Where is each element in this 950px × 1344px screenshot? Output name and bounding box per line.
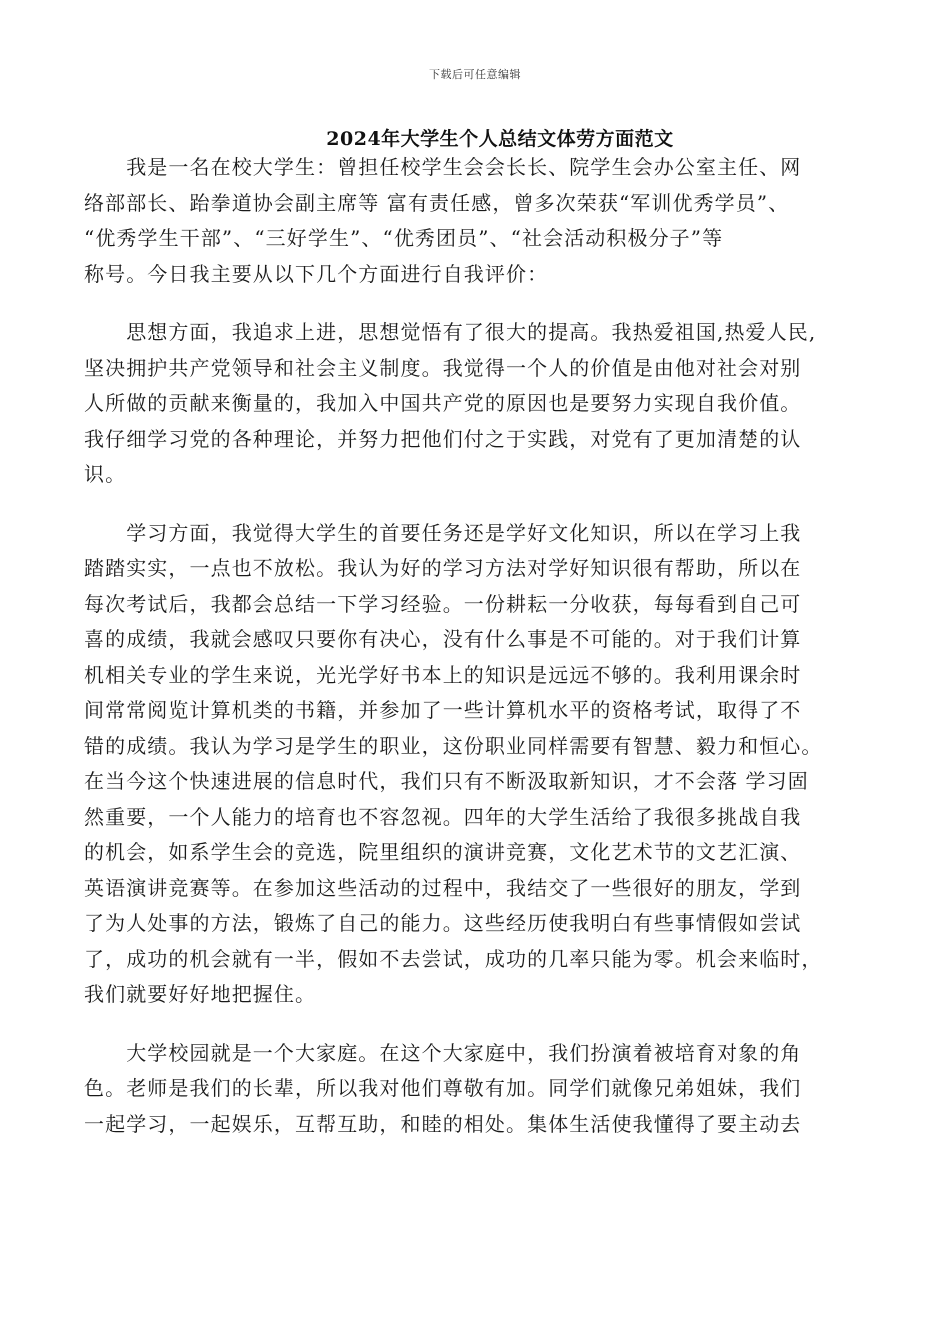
paragraph-line: 一起学习，一起娱乐，互帮互助，和睦的相处。集体生活使我懂得了要主动去: [84, 1111, 802, 1136]
paragraph-line: 人所做的贡献来衡量的，我加入中国共产党的原因也是要努力实现自我价值。: [84, 391, 802, 415]
body-paragraph: [84, 315, 874, 493]
paragraph-line: 大学校园就是一个大家庭。在这个大家庭中，我们扮演着被培育对象的角: [84, 1040, 802, 1065]
paragraph-line: 了为人处事的方法，锻炼了自己的能力。这些经历使我明白有些事情假如尝试: [84, 911, 802, 935]
paragraph-line: 学习方面，我觉得大学生的首要任务还是学好文化知识，所以在学习上我: [84, 520, 802, 545]
paragraph-line: 坚决拥护共产党领导和社会主义制度。我觉得一个人的价值是由他对社会对别: [84, 355, 802, 380]
paragraph-line: 识。: [84, 462, 127, 486]
body-paragraph: [84, 150, 874, 292]
paragraph-line: 每次考试后，我都会总结一下学习经验。一份耕耘一分收获，每每看到自己可: [84, 591, 802, 616]
paragraph-line: 称号。今日我主要从以下几个方面进行自我评价：: [84, 261, 549, 286]
paragraph-line: 英语演讲竞赛等。在参加这些活动的过程中，我结交了一些很好的朋友，学到: [84, 875, 802, 900]
paragraph-line: 间常常阅览计算机类的书籍，并参加了一些计算机水平的资格考试，取得了不: [84, 698, 802, 722]
body-paragraph: [84, 1036, 874, 1143]
paragraph-line: 我们就要好好地把握住。: [84, 982, 317, 1006]
document-body: [84, 150, 874, 1165]
paragraph-line: 我是一名在校大学生：曾担任校学生会会长长、院学生会办公室主任、网: [84, 155, 802, 179]
paragraph-line: 然重要，一个人能力的培育也不容忽视。四年的大学生活给了我很多挑战自我: [84, 804, 802, 829]
paragraph-line: 的机会，如系学生会的竞选，院里组织的演讲竞赛，文化艺术节的文艺汇演、: [84, 840, 802, 864]
header-note: 下载后可任意编辑: [429, 68, 521, 81]
paragraph-line: 在当今这个快速进展的信息时代，我们只有不断汲取新知识，才不会落 学习固: [84, 769, 809, 793]
paragraph-line: 喜的成绩，我就会感叹只要你有决心，没有什么事是不可能的。对于我们计算: [84, 627, 802, 651]
paragraph-line: 机相关专业的学生来说，光光学好书本上的知识是远远不够的。我利用课余时: [84, 662, 802, 687]
body-paragraph: [84, 516, 874, 1013]
paragraph-line: 色。老师是我们的长辈，所以我对他们尊敬有加。同学们就像兄弟姐妹，我们: [84, 1076, 802, 1100]
paragraph-line: “优秀学生干部”、“三好学生”、“优秀团员”、“社会活动积极分子”等: [84, 226, 724, 250]
paragraph-line: 踏踏实实，一点也不放松。我认为好的学习方法对学好知识很有帮助，所以在: [84, 556, 802, 580]
paragraph-line: 了，成功的机会就有一半，假如不去尝试，成功的几率只能为零。机会来临时，: [84, 946, 823, 971]
document-title: 2024年大学生个人总结文体劳方面范文: [326, 128, 674, 150]
paragraph-line: 我仔细学习党的各种理论，并努力把他们付之于实践，对党有了更加清楚的认: [84, 426, 802, 451]
paragraph-line: 错的成绩。我认为学习是学生的职业，这份职业同样需要有智慧、毅力和恒心。: [84, 733, 823, 758]
paragraph-line: 络部部长、跆拳道协会副主席等 富有责任感，曾多次荣获“军训优秀学员”、: [84, 190, 790, 215]
paragraph-line: 思想方面，我追求上进，思想觉悟有了很大的提高。我热爱祖国,热爱人民,: [84, 320, 817, 344]
